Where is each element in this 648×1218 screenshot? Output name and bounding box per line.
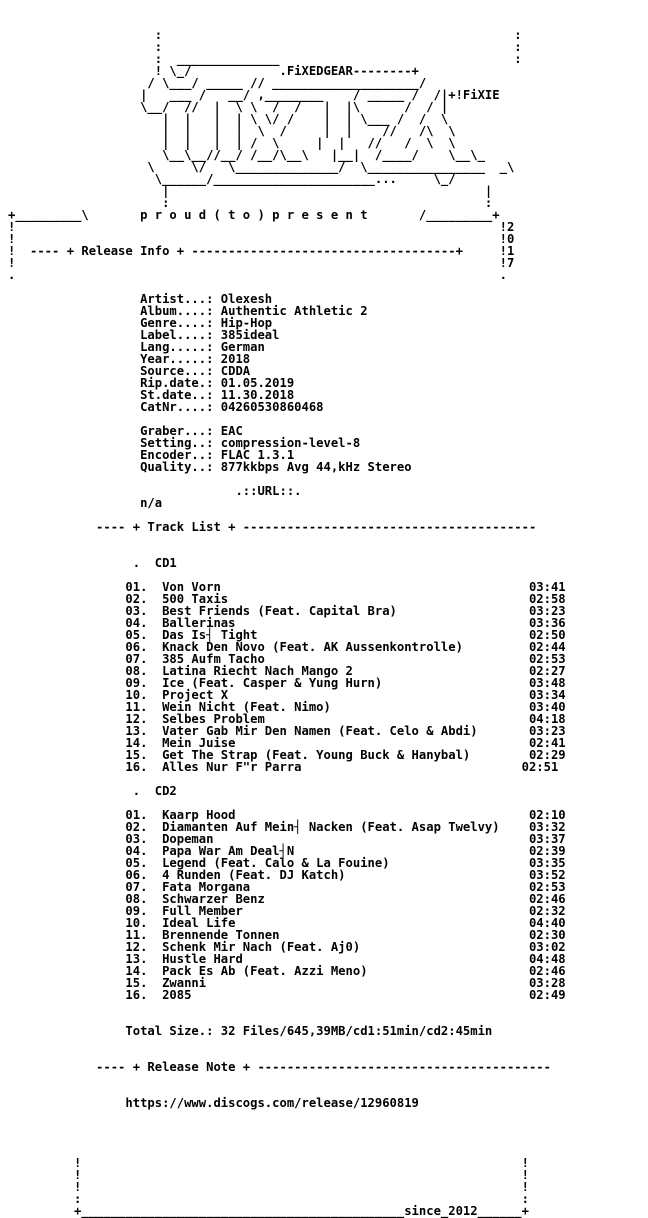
nfo-line: .::URL::.	[8, 484, 302, 498]
nfo-line: Artist...: Olexesh	[8, 292, 273, 306]
nfo-line: 01. Kaarp Hood 02:10	[8, 808, 566, 822]
nfo-line: 08. Latina Riecht Nach Mango 2 02:27	[8, 664, 566, 678]
nfo-line: : :	[8, 1192, 529, 1206]
nfo-line: +_________\ p r o u d ( t o ) p r e s e n t /_________+	[8, 208, 603, 222]
nfo-line: : :	[8, 28, 595, 42]
nfo-line: 14. Mein Juise 02:41	[8, 736, 566, 750]
nfo-line: \__/ // | \ \ / / | |\ / / |	[8, 100, 595, 114]
nfo-line: ! !	[8, 1168, 529, 1182]
nfo-line: 16. Alles Nur F"r Parra 02:51	[8, 760, 559, 774]
nfo-line: 10. Project X 03:34	[8, 688, 566, 702]
nfo-line: 04. Papa War Am Deal┤N 02:39	[8, 844, 566, 858]
nfo-line: Setting..: compression-level-8	[8, 436, 361, 450]
nfo-line: Rip.date.: 01.05.2019	[8, 376, 295, 390]
nfo-line: ---- + Track List + ----------------------------------------	[8, 520, 537, 534]
nfo-line: Total Size.: 32 Files/645,39MB/cd1:51min/cd2:45min	[8, 1024, 493, 1038]
nfo-line: Graber...: EAC	[8, 424, 243, 438]
nfo-line: 05. Legend (Feat. Calo & La Fouine) 03:35	[8, 856, 566, 870]
nfo-line: 02. 500 Taxis 02:58	[8, 592, 566, 606]
nfo-text-document	[0, 5, 648, 1218]
nfo-line: . .	[8, 268, 603, 282]
nfo-line: Year.....: 2018	[8, 352, 251, 366]
nfo-line: \__\__//__/ /__/\__\ |__| /____/ \__\_	[8, 148, 603, 162]
nfo-line: | | | | / \ | | // / \ \	[8, 136, 595, 150]
nfo-line: Lang.....: German	[8, 340, 265, 354]
nfo-line: 16. 2085 02:49	[8, 988, 566, 1002]
nfo-line: 12. Selbes Problem 04:18	[8, 712, 566, 726]
nfo-line: 13. Hustle Hard 04:48	[8, 952, 566, 966]
nfo-line: 13. Vater Gab Mir Den Namen (Feat. Celo & Abdi) 03:23	[8, 724, 566, 738]
nfo-line: 15. Zwanni 03:28	[8, 976, 566, 990]
nfo-line: | ___ / __/ ,________ / _____ / /|+!FiXIE	[8, 88, 603, 102]
nfo-line: 15. Get The Strap (Feat. Young Buck & Hanybal) 02:29	[8, 748, 566, 762]
nfo-line: : ______________ :	[8, 52, 595, 66]
nfo-line: +____________________________________________since_2012______+	[8, 1204, 529, 1218]
nfo-line: https://www.discogs.com/release/12960819	[8, 1096, 419, 1110]
nfo-line: 01. Von Vorn 03:41	[8, 580, 566, 594]
nfo-line: ---- + Release Note + ----------------------------------------	[8, 1060, 551, 1074]
nfo-line: Encoder..: FLAC 1.3.1	[8, 448, 295, 462]
nfo-line: Quality..: 877kkbps Avg 44,kHz Stereo	[8, 460, 412, 474]
nfo-line: Label....: 385ideal	[8, 328, 280, 342]
nfo-line: St.date..: 11.30.2018	[8, 388, 295, 402]
nfo-line: 08. Schwarzer Benz 02:46	[8, 892, 566, 906]
nfo-line: 04. Ballerinas 03:36	[8, 616, 566, 630]
nfo-line: / \___/ _____ // ____________________/	[8, 76, 603, 90]
nfo-line: Album....: Authentic Athletic 2	[8, 304, 368, 318]
nfo-line: 09. Ice (Feat. Casper & Yung Hurn) 03:48	[8, 676, 566, 690]
nfo-line: ! !7	[8, 256, 603, 270]
nfo-line: | |	[8, 184, 595, 198]
nfo-line: CatNr....: 04260530860468	[8, 400, 324, 414]
nfo-line: ! !	[8, 1156, 529, 1170]
nfo-line: n/a	[8, 496, 163, 510]
nfo-line: \ \/ \______________/ \________________ _\	[8, 160, 595, 174]
nfo-line: : :	[8, 40, 595, 54]
nfo-line: 07. 385 Aufm Tacho 02:53	[8, 652, 566, 666]
nfo-line: 14. Pack Es Ab (Feat. Azzi Meno) 02:46	[8, 964, 566, 978]
nfo-line: 03. Dopeman 03:37	[8, 832, 566, 846]
nfo-line: | | | | \ / | | // /\ \	[8, 124, 595, 138]
nfo-line: 12. Schenk Mir Nach (Feat. Aj0) 03:02	[8, 940, 566, 954]
nfo-line: . CD1	[8, 556, 177, 570]
nfo-line: ! \_/ .FiXEDGEAR--------+	[8, 64, 610, 78]
nfo-line: Source...: CDDA	[8, 364, 251, 378]
nfo-line: 11. Brennende Tonnen 02:30	[8, 928, 566, 942]
nfo-line: ! !	[8, 1180, 529, 1194]
nfo-line: \______/______________________... \_/	[8, 172, 595, 186]
nfo-line: . CD2	[8, 784, 177, 798]
nfo-line: Genre....: Hip-Hop	[8, 316, 273, 330]
nfo-line: 03. Best Friends (Feat. Capital Bra) 03:23	[8, 604, 566, 618]
nfo-line: : :	[8, 196, 595, 210]
nfo-line: 02. Diamanten Auf Mein┤ Nacken (Feat. Asap Twelvy) 03:32	[8, 820, 566, 834]
nfo-line: 07. Fata Morgana 02:53	[8, 880, 566, 894]
nfo-line: 06. 4 Runden (Feat. DJ Katch) 03:52	[8, 868, 566, 882]
nfo-line: 10. Ideal Life 04:40	[8, 916, 566, 930]
nfo-line: 11. Wein Nicht (Feat. Nimo) 03:40	[8, 700, 566, 714]
nfo-line: 05. Das Is┤ Tight 02:50	[8, 628, 566, 642]
nfo-line: ! !0	[8, 232, 603, 246]
nfo-line: 06. Knack Den Novo (Feat. AK Aussenkontrolle) 02:44	[8, 640, 566, 654]
nfo-line: ! !2	[8, 220, 603, 234]
nfo-line: ! ---- + Release Info + ------------------------------------+ !1	[8, 244, 603, 258]
nfo-line: 09. Full Member 02:32	[8, 904, 566, 918]
nfo-line: | | | | \ \/ / | | \___ / / \	[8, 112, 595, 126]
